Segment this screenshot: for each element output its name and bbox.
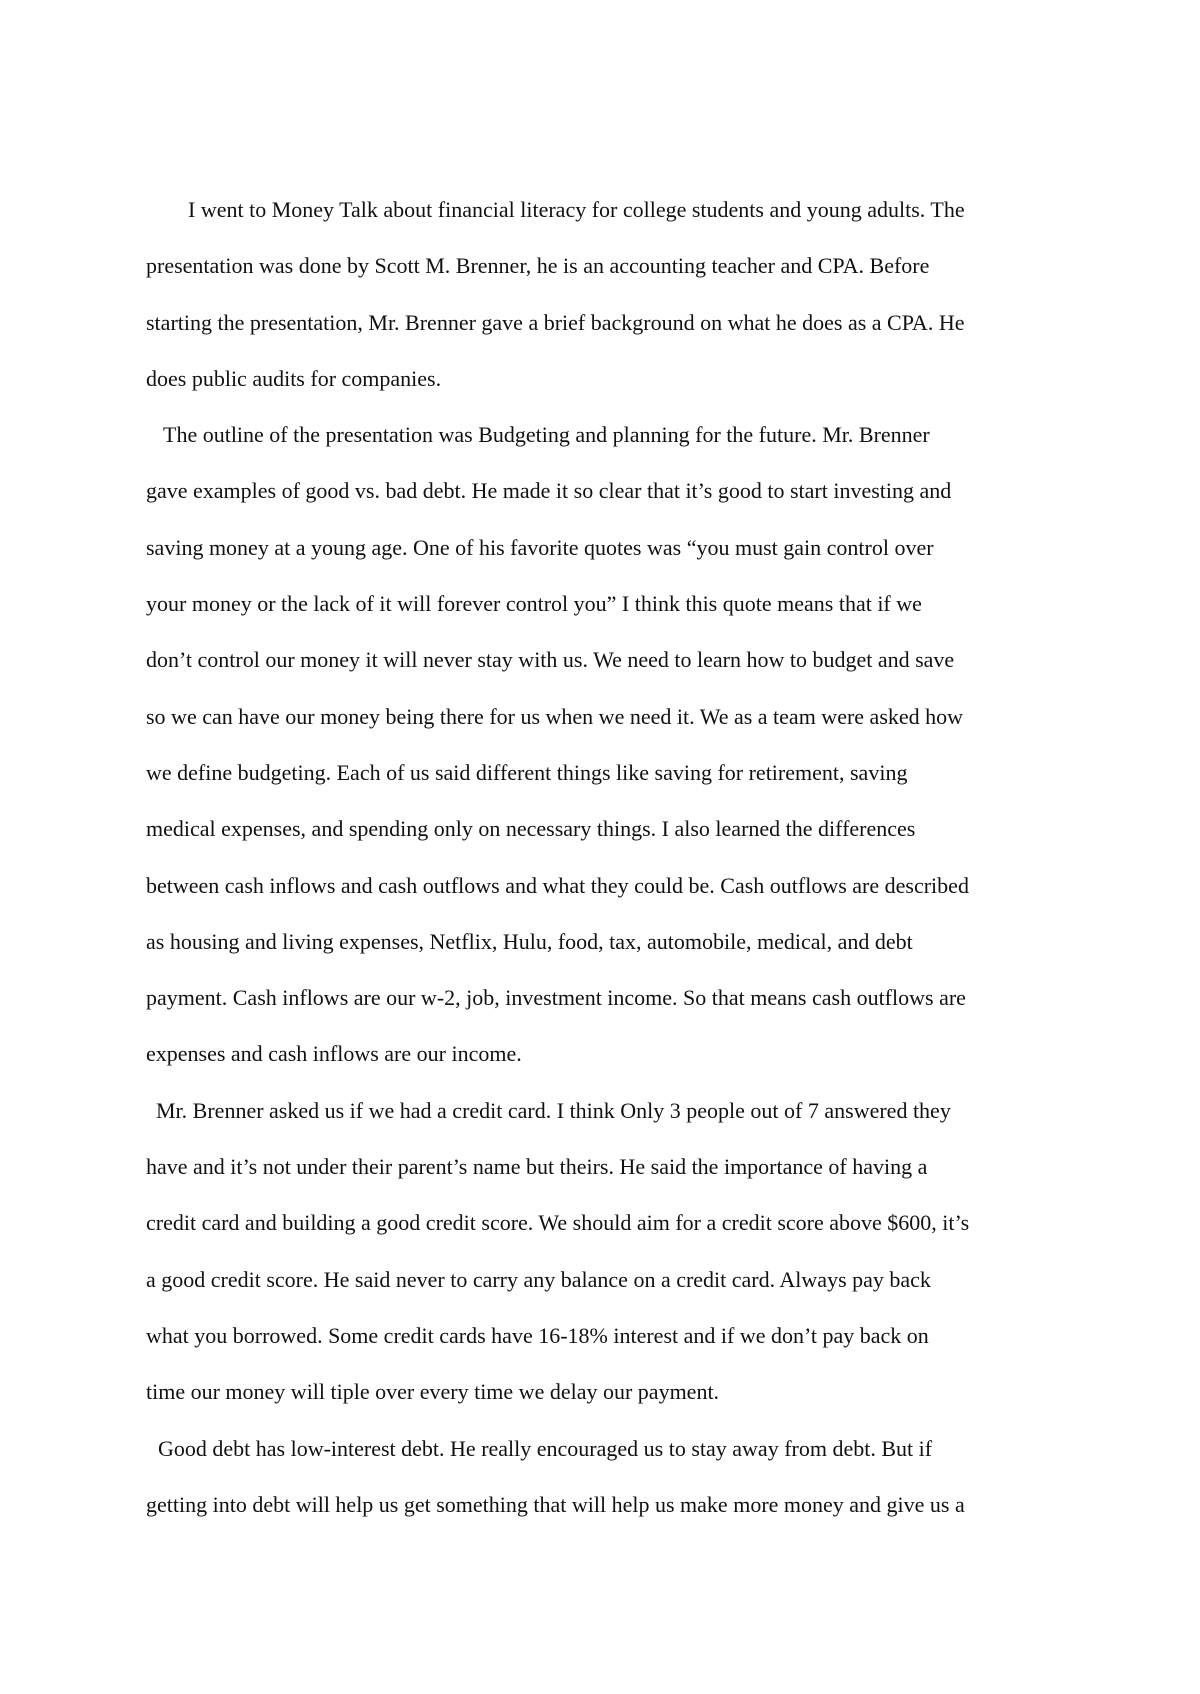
text-line: starting the presentation, Mr. Brenner gave a brief background on what he does as a CPA. He	[146, 309, 965, 335]
text-line: a good credit score. He said never to carry any balance on a credit card. Always pay back	[146, 1266, 931, 1292]
text-line: Good debt has low-interest debt. He really encouraged us to stay away from debt. But if	[158, 1435, 933, 1461]
text-line: so we can have our money being there for us when we need it. We as a team were asked how	[146, 703, 964, 729]
text-line: presentation was done by Scott M. Brenner, he is an accounting teacher and CPA. Before	[146, 253, 930, 279]
paragraph-3	[146, 1094, 1076, 1432]
text-line: credit card and building a good credit score. We should aim for a credit score above $600, it’s	[146, 1210, 970, 1236]
document-body	[146, 193, 1076, 1544]
text-line: saving money at a young age. One of his favorite quotes was “you must gain control over	[146, 534, 934, 560]
text-line: Mr. Brenner asked us if we had a credit card. I think Only 3 people out of 7 answered they	[156, 1097, 951, 1123]
paragraph-2	[146, 418, 1076, 1094]
text-line: does public audits for companies.	[146, 365, 442, 391]
text-line: have and it’s not under their parent’s name but theirs. He said the importance of having a	[146, 1154, 928, 1180]
text-line: expenses and cash inflows are our income.	[146, 1041, 522, 1067]
text-line: I went to Money Talk about financial literacy for college students and young adults. The	[188, 197, 965, 222]
paragraph-1	[146, 193, 1076, 418]
text-line: payment. Cash inflows are our w-2, job, investment income. So that means cash outflows are	[146, 985, 966, 1011]
text-line: getting into debt will help us get something that will help us make more money and give us a	[146, 1491, 965, 1517]
text-line: gave examples of good vs. bad debt. He made it so clear that it’s good to start investing and	[146, 478, 952, 504]
text-line: The outline of the presentation was Budgeting and planning for the future. Mr. Brenner	[163, 422, 930, 448]
text-line: between cash inflows and cash outflows and what they could be. Cash outflows are described	[146, 872, 969, 898]
text-line: medical expenses, and spending only on necessary things. I also learned the differences	[146, 816, 916, 842]
text-line: don’t control our money it will never stay with us. We need to learn how to budget and save	[146, 647, 955, 673]
text-line: what you borrowed. Some credit cards have 16-18% interest and if we don’t pay back on	[146, 1322, 929, 1348]
text-line: we define budgeting. Each of us said different things like saving for retirement, saving	[146, 759, 908, 785]
paragraph-4	[146, 1432, 1076, 1545]
text-line: as housing and living expenses, Netflix, Hulu, food, tax, automobile, medical, and debt	[146, 928, 913, 954]
text-line: your money or the lack of it will forever control you” I think this quote means that if we	[146, 591, 922, 617]
text-line: time our money will tiple over every time we delay our payment.	[146, 1379, 720, 1405]
